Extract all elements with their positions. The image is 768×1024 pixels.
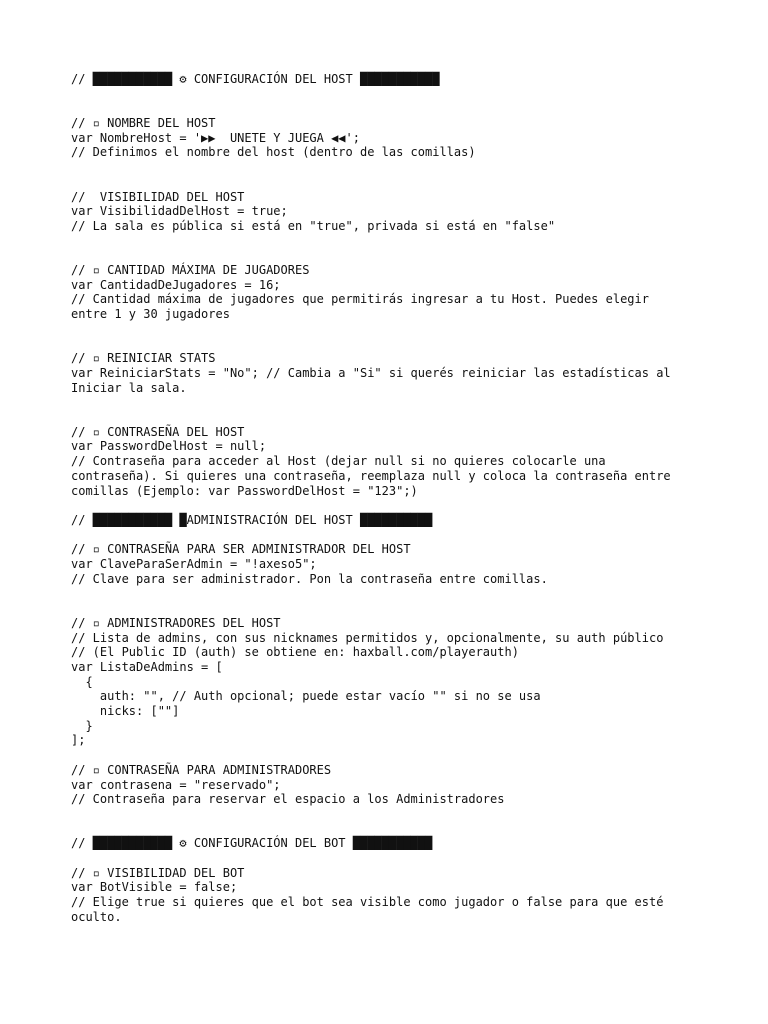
document-page	[71, 72, 711, 925]
code-line: // Definimos el nombre del host (dentro de las comillas)	[71, 145, 476, 160]
code-line: }	[71, 718, 93, 733]
code-line: // ▫ CANTIDAD MÁXIMA DE JUGADORES	[71, 263, 310, 278]
code-line: // ▫ ADMINISTRADORES DEL HOST	[71, 615, 281, 630]
code-line: ];	[71, 733, 86, 748]
code-line: entre 1 y 30 jugadores	[71, 307, 230, 322]
code-line: var CantidadDeJugadores = 16;	[71, 277, 281, 292]
code-line: // Elige true si quieres que el bot sea visible como jugador o false para que esté	[71, 895, 664, 910]
code-line: nicks: [""]	[71, 704, 180, 719]
code-line: var ListaDeAdmins = [	[71, 659, 223, 674]
blank-line	[71, 87, 711, 102]
blank-line	[71, 410, 711, 425]
code-line: // ███████████ ⚙ CONFIGURACIÓN DEL BOT ███████████	[71, 836, 433, 851]
code-line: {	[71, 674, 93, 689]
code-line: var BotVisible = false;	[71, 880, 238, 895]
code-line: // ▫ CONTRASEÑA PARA ADMINISTRADORES	[71, 762, 332, 777]
code-line: // Lista de admins, con sus nicknames permitidos y, opcionalmente, su auth público	[71, 630, 664, 645]
code-line: // ▫ REINICIAR STATS	[71, 351, 216, 366]
code-line: // ▫ CONTRASEÑA DEL HOST	[71, 424, 245, 439]
code-line: // Contraseña para reservar el espacio a los Administradores	[71, 792, 505, 807]
code-line: var contrasena = "reservado";	[71, 777, 281, 792]
blank-line	[71, 234, 711, 249]
code-line: // ███████████ █ADMINISTRACIÓN DEL HOST ██████████	[71, 512, 433, 527]
blank-line	[71, 748, 711, 763]
code-line: Iniciar la sala.	[71, 380, 187, 395]
blank-line	[71, 498, 711, 513]
blank-line	[71, 528, 711, 543]
blank-line	[71, 586, 711, 601]
code-line: comillas (Ejemplo: var PasswordDelHost = "123";)	[71, 483, 418, 498]
blank-line	[71, 101, 711, 116]
blank-line	[71, 322, 711, 337]
blank-line	[71, 160, 711, 175]
code-line: var ReiniciarStats = "No"; // Cambia a "Si" si querés reiniciar las estadísticas al	[71, 365, 671, 380]
code-line: // Clave para ser administrador. Pon la contraseña entre comillas.	[71, 571, 548, 586]
code-line: oculto.	[71, 909, 122, 924]
blank-line	[71, 337, 711, 352]
code-line: // ▫ NOMBRE DEL HOST	[71, 116, 216, 131]
code-line: // Contraseña para acceder al Host (dejar null si no quieres colocarle una	[71, 454, 606, 469]
code-line: auth: "", // Auth opcional; puede estar vacío "" si no se usa	[71, 689, 541, 704]
code-line: // Cantidad máxima de jugadores que permitirás ingresar a tu Host. Puedes elegir	[71, 292, 649, 307]
code-line: var PasswordDelHost = null;	[71, 439, 267, 454]
code-line: // VISIBILIDAD DEL HOST	[71, 189, 245, 204]
code-line: // La sala es pública si está en "true", privada si está en "false"	[71, 218, 556, 233]
code-line: var VisibilidadDelHost = true;	[71, 204, 288, 219]
blank-line	[71, 851, 711, 866]
code-line: // ███████████ ⚙ CONFIGURACIÓN DEL HOST ███████████	[71, 72, 440, 86]
code-line: // ▫ CONTRASEÑA PARA SER ADMINISTRADOR DEL HOST	[71, 542, 411, 557]
blank-line	[71, 601, 711, 616]
blank-line	[71, 822, 711, 837]
blank-line	[71, 807, 711, 822]
blank-line	[71, 395, 711, 410]
code-line: // (El Public ID (auth) se obtiene en: haxball.com/playerauth)	[71, 645, 519, 660]
code-line: var ClaveParaSerAdmin = "!axeso5";	[71, 557, 317, 572]
code-line: contraseña). Si quieres una contraseña, reemplaza null y coloca la contraseña entre	[71, 468, 671, 483]
blank-line	[71, 248, 711, 263]
code-line: var NombreHost = '▶▶ UNETE Y JUEGA ◀◀';	[71, 130, 360, 145]
code-line: // ▫ VISIBILIDAD DEL BOT	[71, 865, 245, 880]
blank-line	[71, 175, 711, 190]
